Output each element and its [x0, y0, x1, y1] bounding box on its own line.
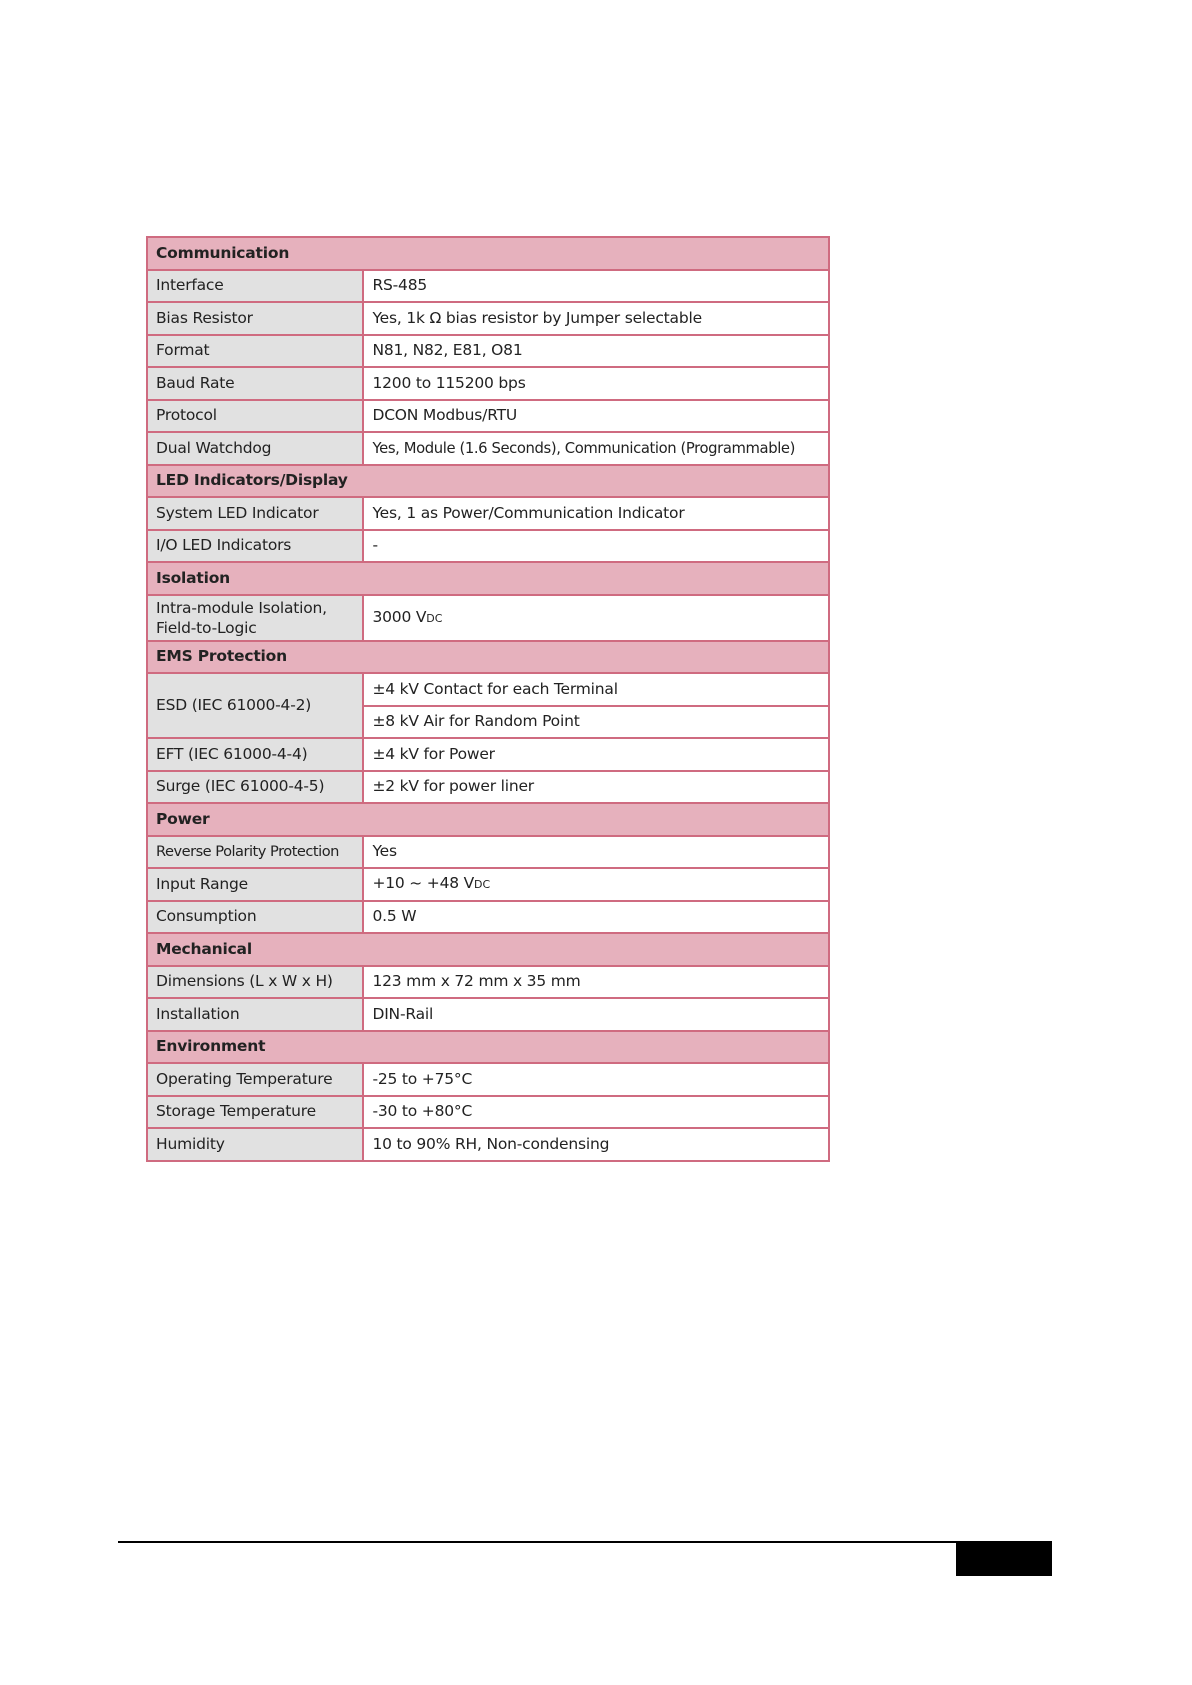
- spec-value: N81, N82, E81, O81: [362, 334, 828, 367]
- spec-value: ±2 kV for power liner: [362, 770, 828, 803]
- section-title: Power: [146, 802, 828, 835]
- spec-label: Bias Resistor: [146, 301, 362, 334]
- spec-value: 0.5 W: [362, 900, 828, 933]
- spec-value: DIN-Rail: [362, 997, 828, 1030]
- section-title: Environment: [146, 1030, 828, 1063]
- spec-label: Reverse Polarity Protection: [146, 835, 362, 868]
- spec-value: [362, 867, 828, 900]
- spec-value: Yes, 1 as Power/Communication Indicator: [362, 496, 828, 529]
- section-header-power: [146, 802, 828, 835]
- section-header-environment: [146, 1030, 828, 1063]
- spec-row-baud-rate: [146, 366, 828, 399]
- spec-label: Protocol: [146, 399, 362, 432]
- spec-row-interface: [146, 269, 828, 302]
- spec-row-consumption: [146, 900, 828, 933]
- section-title: Communication: [146, 236, 828, 269]
- spec-label: Installation: [146, 997, 362, 1030]
- spec-value: -: [362, 529, 828, 562]
- spec-row-humidity: [146, 1127, 828, 1160]
- spec-row-esd: [146, 672, 828, 705]
- spec-row-eft: [146, 737, 828, 770]
- spec-table: [146, 236, 830, 1162]
- spec-row-protocol: [146, 399, 828, 432]
- spec-row-dual-watchdog: [146, 431, 828, 464]
- spec-value: -25 to +75°C: [362, 1062, 828, 1095]
- spec-label: I/O LED Indicators: [146, 529, 362, 562]
- page-number-box: [956, 1542, 1052, 1576]
- spec-label: ESD (IEC 61000-4-2): [146, 672, 362, 737]
- footer-rule: [118, 1541, 1052, 1543]
- spec-value: 10 to 90% RH, Non-condensing: [362, 1127, 828, 1160]
- spec-value-text: +10 ~ +48 V: [372, 874, 475, 893]
- spec-row-bias-resistor: [146, 301, 828, 334]
- spec-label: Format: [146, 334, 362, 367]
- section-header-isolation: [146, 561, 828, 594]
- spec-label: Intra-module Isolation, Field-to-Logic: [146, 594, 362, 640]
- spec-value: RS-485: [362, 269, 828, 302]
- section-title: EMS Protection: [146, 640, 828, 673]
- spec-row-system-led: [146, 496, 828, 529]
- spec-value: Yes: [362, 835, 828, 868]
- spec-value: 123 mm x 72 mm x 35 mm: [362, 965, 828, 998]
- spec-label: EFT (IEC 61000-4-4): [146, 737, 362, 770]
- spec-value-text: 3000 V: [372, 607, 427, 626]
- section-header-ems-protection: [146, 640, 828, 673]
- spec-label: Dual Watchdog: [146, 431, 362, 464]
- spec-label: Humidity: [146, 1127, 362, 1160]
- spec-row-dimensions: [146, 965, 828, 998]
- spec-value: ±4 kV for Power: [362, 737, 828, 770]
- spec-label: Operating Temperature: [146, 1062, 362, 1095]
- spec-row-input-range: [146, 867, 828, 900]
- spec-value: ±8 kV Air for Random Point: [362, 705, 828, 738]
- spec-row-surge: [146, 770, 828, 803]
- section-title: Isolation: [146, 561, 828, 594]
- section-header-communication: [146, 236, 828, 269]
- spec-row-reverse-polarity: [146, 835, 828, 868]
- spec-label: Input Range: [146, 867, 362, 900]
- spec-row-isolation: [146, 594, 828, 640]
- spec-label: Surge (IEC 61000-4-5): [146, 770, 362, 803]
- spec-value: -30 to +80°C: [362, 1095, 828, 1128]
- spec-value: Yes, Module (1.6 Seconds), Communication (Programmable): [362, 431, 828, 464]
- spec-label: System LED Indicator: [146, 496, 362, 529]
- spec-value: [362, 594, 828, 640]
- spec-label: Consumption: [146, 900, 362, 933]
- spec-row-format: [146, 334, 828, 367]
- spec-label: Baud Rate: [146, 366, 362, 399]
- spec-value: 1200 to 115200 bps: [362, 366, 828, 399]
- spec-label: Storage Temperature: [146, 1095, 362, 1128]
- spec-label: Interface: [146, 269, 362, 302]
- section-header-led-indicators: [146, 464, 828, 497]
- section-title: Mechanical: [146, 932, 828, 965]
- spec-value: DCON Modbus/RTU: [362, 399, 828, 432]
- spec-row-installation: [146, 997, 828, 1030]
- section-header-mechanical: [146, 932, 828, 965]
- section-title: LED Indicators/Display: [146, 464, 828, 497]
- spec-label: Dimensions (L x W x H): [146, 965, 362, 998]
- spec-row-storage-temperature: [146, 1095, 828, 1128]
- spec-value: Yes, 1k Ω bias resistor by Jumper selectable: [362, 301, 828, 334]
- spec-value-unit: DC: [474, 878, 491, 892]
- spec-value-unit: DC: [426, 611, 443, 625]
- spec-row-io-led: [146, 529, 828, 562]
- spec-value: ±4 kV Contact for each Terminal: [362, 672, 828, 705]
- spec-row-operating-temperature: [146, 1062, 828, 1095]
